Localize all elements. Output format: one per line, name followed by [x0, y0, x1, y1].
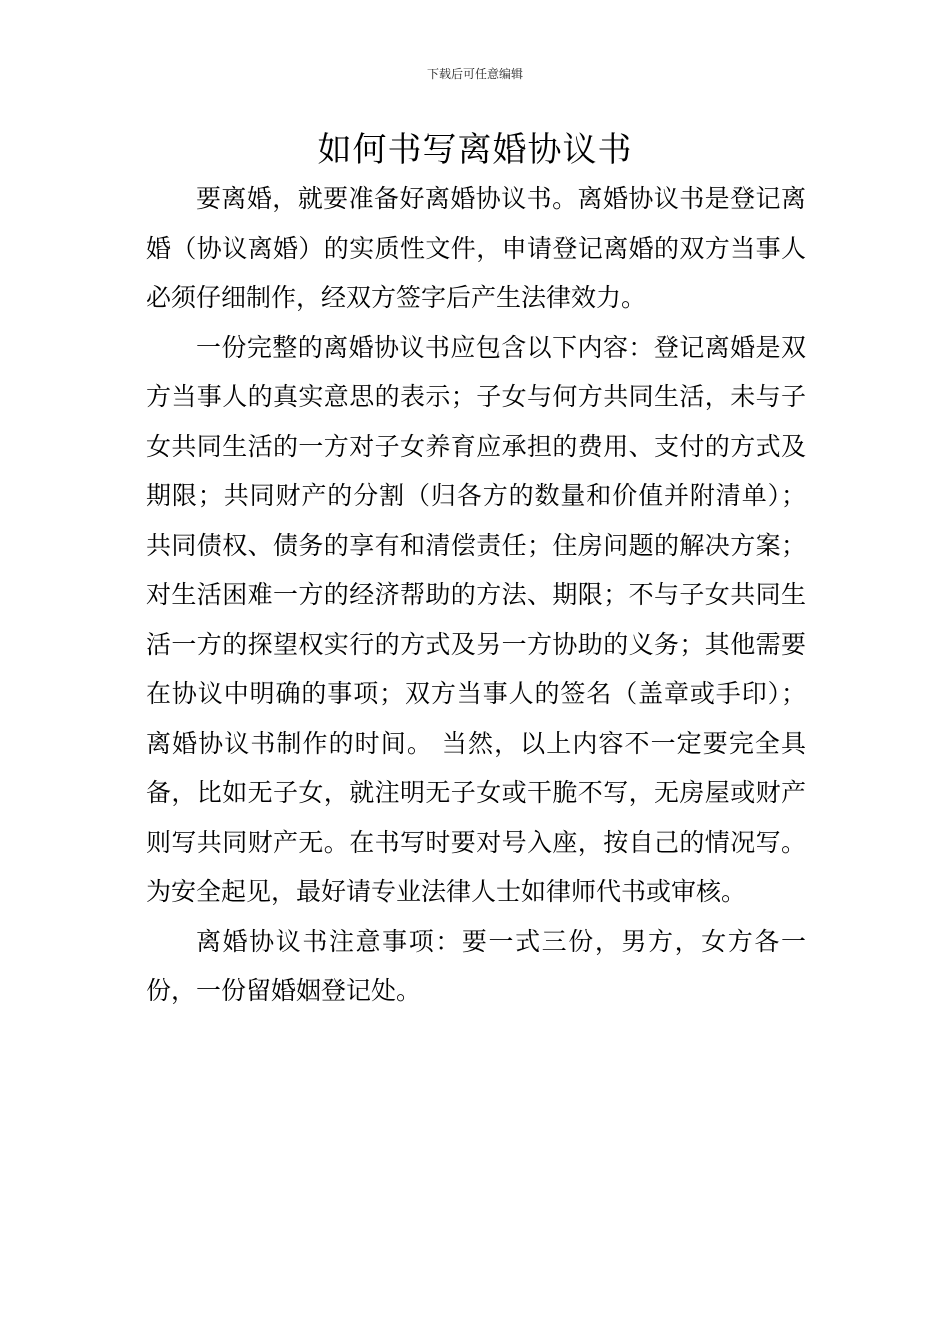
paragraph-notes: 离婚协议书注意事项：要一式三份，男方，女方各一份，一份留婚姻登记处。	[146, 926, 806, 1005]
document-title: 如何书写离婚协议书	[317, 130, 633, 170]
paragraph-intro: 要离婚，就要准备好离婚协议书。离婚协议书是登记离婚（协议离婚）的实质性文件，申请登记离婚的双方当事人必须仔细制作，经双方签字后产生法律效力。	[146, 184, 806, 312]
header-note: 下载后可任意编辑	[426, 67, 523, 81]
paragraph-contents: 一份完整的离婚协议书应包含以下内容：登记离婚是双方当事人的真实意思的表示；子女与何方共同生活，未与子女共同生活的一方对子女养育应承担的费用、支付的方式及期限；共同财产的分割（归各方的数量和价值并附清单）；共同债权、债务的享有和清偿责任；住房问题的解决方案；对生活困难一方的经济帮助的方法、期限；不与子女共同生活一方的探望权实行的方式及另一方协助的义务；其他需要在协议中明确的事项；双方当事人的签名（盖章或手印）；离婚协议书制作的时间。 当然，以上内容不一定要完全具备，比如无子女，就注明无子女或干脆不写，无房屋或财产则写共同财产无。在书写时要对号入座，按自己的情况写。为安全起见，最好请专业法律人士如律师代书或审核。	[146, 332, 806, 906]
document-body	[146, 174, 806, 1016]
